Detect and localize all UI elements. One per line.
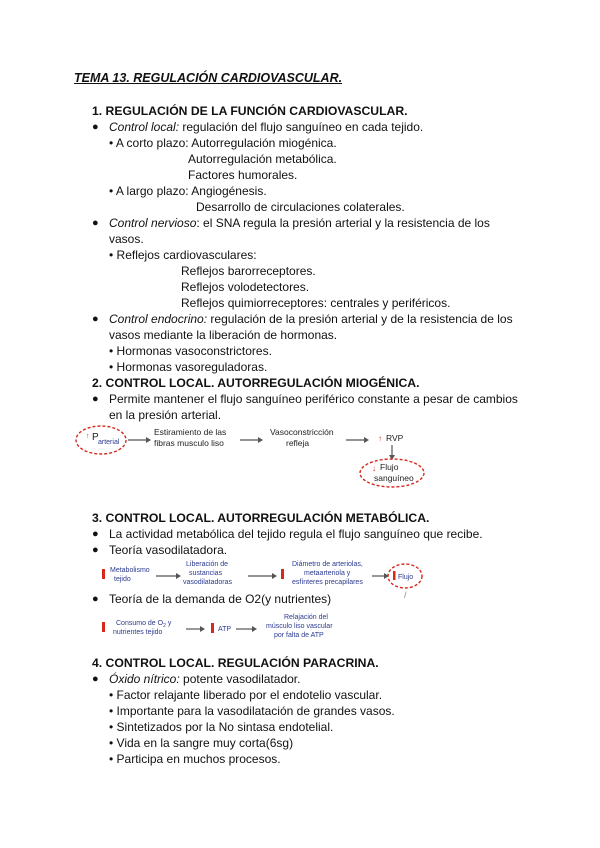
stretch-label-l1: Estiramiento de las [154,427,227,437]
metab-c-l1: Diámetro de arteriolas, [292,561,363,568]
d-arrow-2-head [252,626,257,632]
s2-bullet-1: Permite mantener el flujo sanguíneo periférico constante a pesar de cambios [109,392,518,406]
s1-b3-sub2: • Hormonas vasoreguladoras. [109,360,268,374]
d-arrow-1-head [200,626,205,632]
bullet-dot: ● [92,121,99,133]
s1-b1-text: regulación del flujo sanguíneo en cada tejido. [179,120,424,134]
pencil-mark: / [404,590,407,600]
s1-b3-label: Control endocrino: [109,312,208,326]
s1-b3-text-l2: vasos mediante la liberación de hormonas. [109,328,338,342]
vasoconstriction-l2: refleja [286,438,310,448]
metab-c-l3: esfínteres precapilares [292,579,363,586]
s3-bullet-2: Teoría vasodilatadora. [109,543,228,557]
demand-c-l1: Relajación del [284,614,328,621]
s1-b1-sub1-l2: Autorregulación metabólica. [188,152,337,166]
demand-a-l1: Consumo de $O_2$ y [116,620,172,629]
s1-b2-sub1: • Reflejos cardiovasculares: [109,248,257,262]
up-arrow-mark: ↑ [86,433,90,440]
rvp-up-mark: ↑ [378,434,382,443]
s4-sub4: • Vida en la sangre muy corta(6sg) [109,736,294,750]
s1-b1-label: Control local: [109,120,180,134]
s4-bullet-1 [109,672,300,687]
s2-bullet-1-l2: en la presión arterial. [109,408,222,422]
s4-sub1: • Factor relajante liberado por el endotelio vascular. [109,688,383,702]
demand-a-l2: nutrientes tejido [113,629,163,636]
s1-b3-text: regulación de la presión arterial y de la resistencia de los [207,312,513,326]
rvp-label: RVP [386,433,404,443]
s4-sub2: • Importante para la vasodilatación de grandes vasos. [109,704,395,718]
pressure-symbol: P [92,432,99,443]
s1-b1-sub2-l2: Desarrollo de circulaciones colaterales. [196,200,405,214]
s1-b2-text: : el SNA regula la presión arterial y la resistencia de los [196,216,490,230]
section-3-heading: 3. CONTROL LOCAL. AUTORREGULACIÓN METABÓLICA. [92,511,430,525]
doc-title: TEMA 13. REGULACIÓN CARDIOVASCULAR. [74,71,343,85]
bullet-dot: ● [92,217,99,229]
s4-b1-text: potente vasodilatador. [179,672,301,686]
up-bar-4 [102,622,105,632]
vasoconstriction-l1: Vasoconstricción [270,427,334,437]
demand-c-l3: por falta de ATP [274,632,324,639]
down-bar [211,623,214,633]
s1-b3-sub1: • Hormonas vasoconstrictores. [109,344,272,358]
section-4-heading: 4. CONTROL LOCAL. REGULACIÓN PARACRINA. [92,656,379,670]
metab-b-l2: sustancias [189,570,223,577]
metab-c-l2: metaarteriola y [304,570,351,577]
s1-b2-sub1-l4: Reflejos quimiorreceptores: centrales y periféricos. [181,296,451,310]
bullet-dot: ● [92,593,99,605]
metab-a-l2: tejido [114,576,131,583]
flow-label-l2: sanguíneo [374,473,414,483]
section-1-heading: 1. REGULACIÓN DE LA FUNCIÓN CARDIOVASCULAR. [92,104,408,118]
s1-b2-sub1-l3: Reflejos volodetectores. [181,280,310,294]
s1-b1-sub2: • A largo plazo: Angiogénesis. [109,184,267,198]
bullet-dot: ● [92,313,99,325]
metab-b-l1: Liberación de [186,561,229,568]
bullet-dot: ● [92,528,99,540]
bullet-dot: ● [92,673,99,685]
flow-down-mark: ↓ [372,464,376,473]
pressure-sub: arterial [98,439,120,446]
s1-b2-text-l2: vasos. [109,232,144,246]
metab-b-l3: vasodilatadoras [183,579,233,586]
bullet-dot: ● [92,544,99,556]
s1-b2-sub1-l2: Reflejos barorreceptores. [181,264,316,278]
s3-bullet-3: Teoría de la demanda de O2(y nutrientes) [109,592,332,606]
s4-sub5: • Participa en muchos procesos. [109,752,281,766]
demand-b: ATP [218,626,232,633]
stretch-label-l2: fibras musculo liso [154,438,224,448]
s4-b1-label: Óxido nítrico: [109,672,180,686]
s1-b1-sub1: • A corto plazo: Autorregulación miogénica. [109,136,337,150]
s3-bullet-1: La actividad metabólica del tejido regula el flujo sanguíneo que recibe. [109,527,483,541]
s1-b1-sub1-l3: Factores humorales. [188,168,298,182]
metab-a-l1: Metabolismo [110,567,150,574]
section-2-heading: 2. CONTROL LOCAL. AUTORREGULACIÓN MIOGÉNICA. [92,376,420,390]
s1-b2-label: Control nervioso [109,216,197,230]
bullet-dot: ● [92,393,99,405]
flow-label-l1: Flujo [380,462,399,472]
s4-sub3: • Sintetizados por la No sintasa endotelial. [109,720,334,734]
metab-d: Flujo [398,574,414,581]
demand-c-l2: músculo liso vascular [266,623,333,630]
